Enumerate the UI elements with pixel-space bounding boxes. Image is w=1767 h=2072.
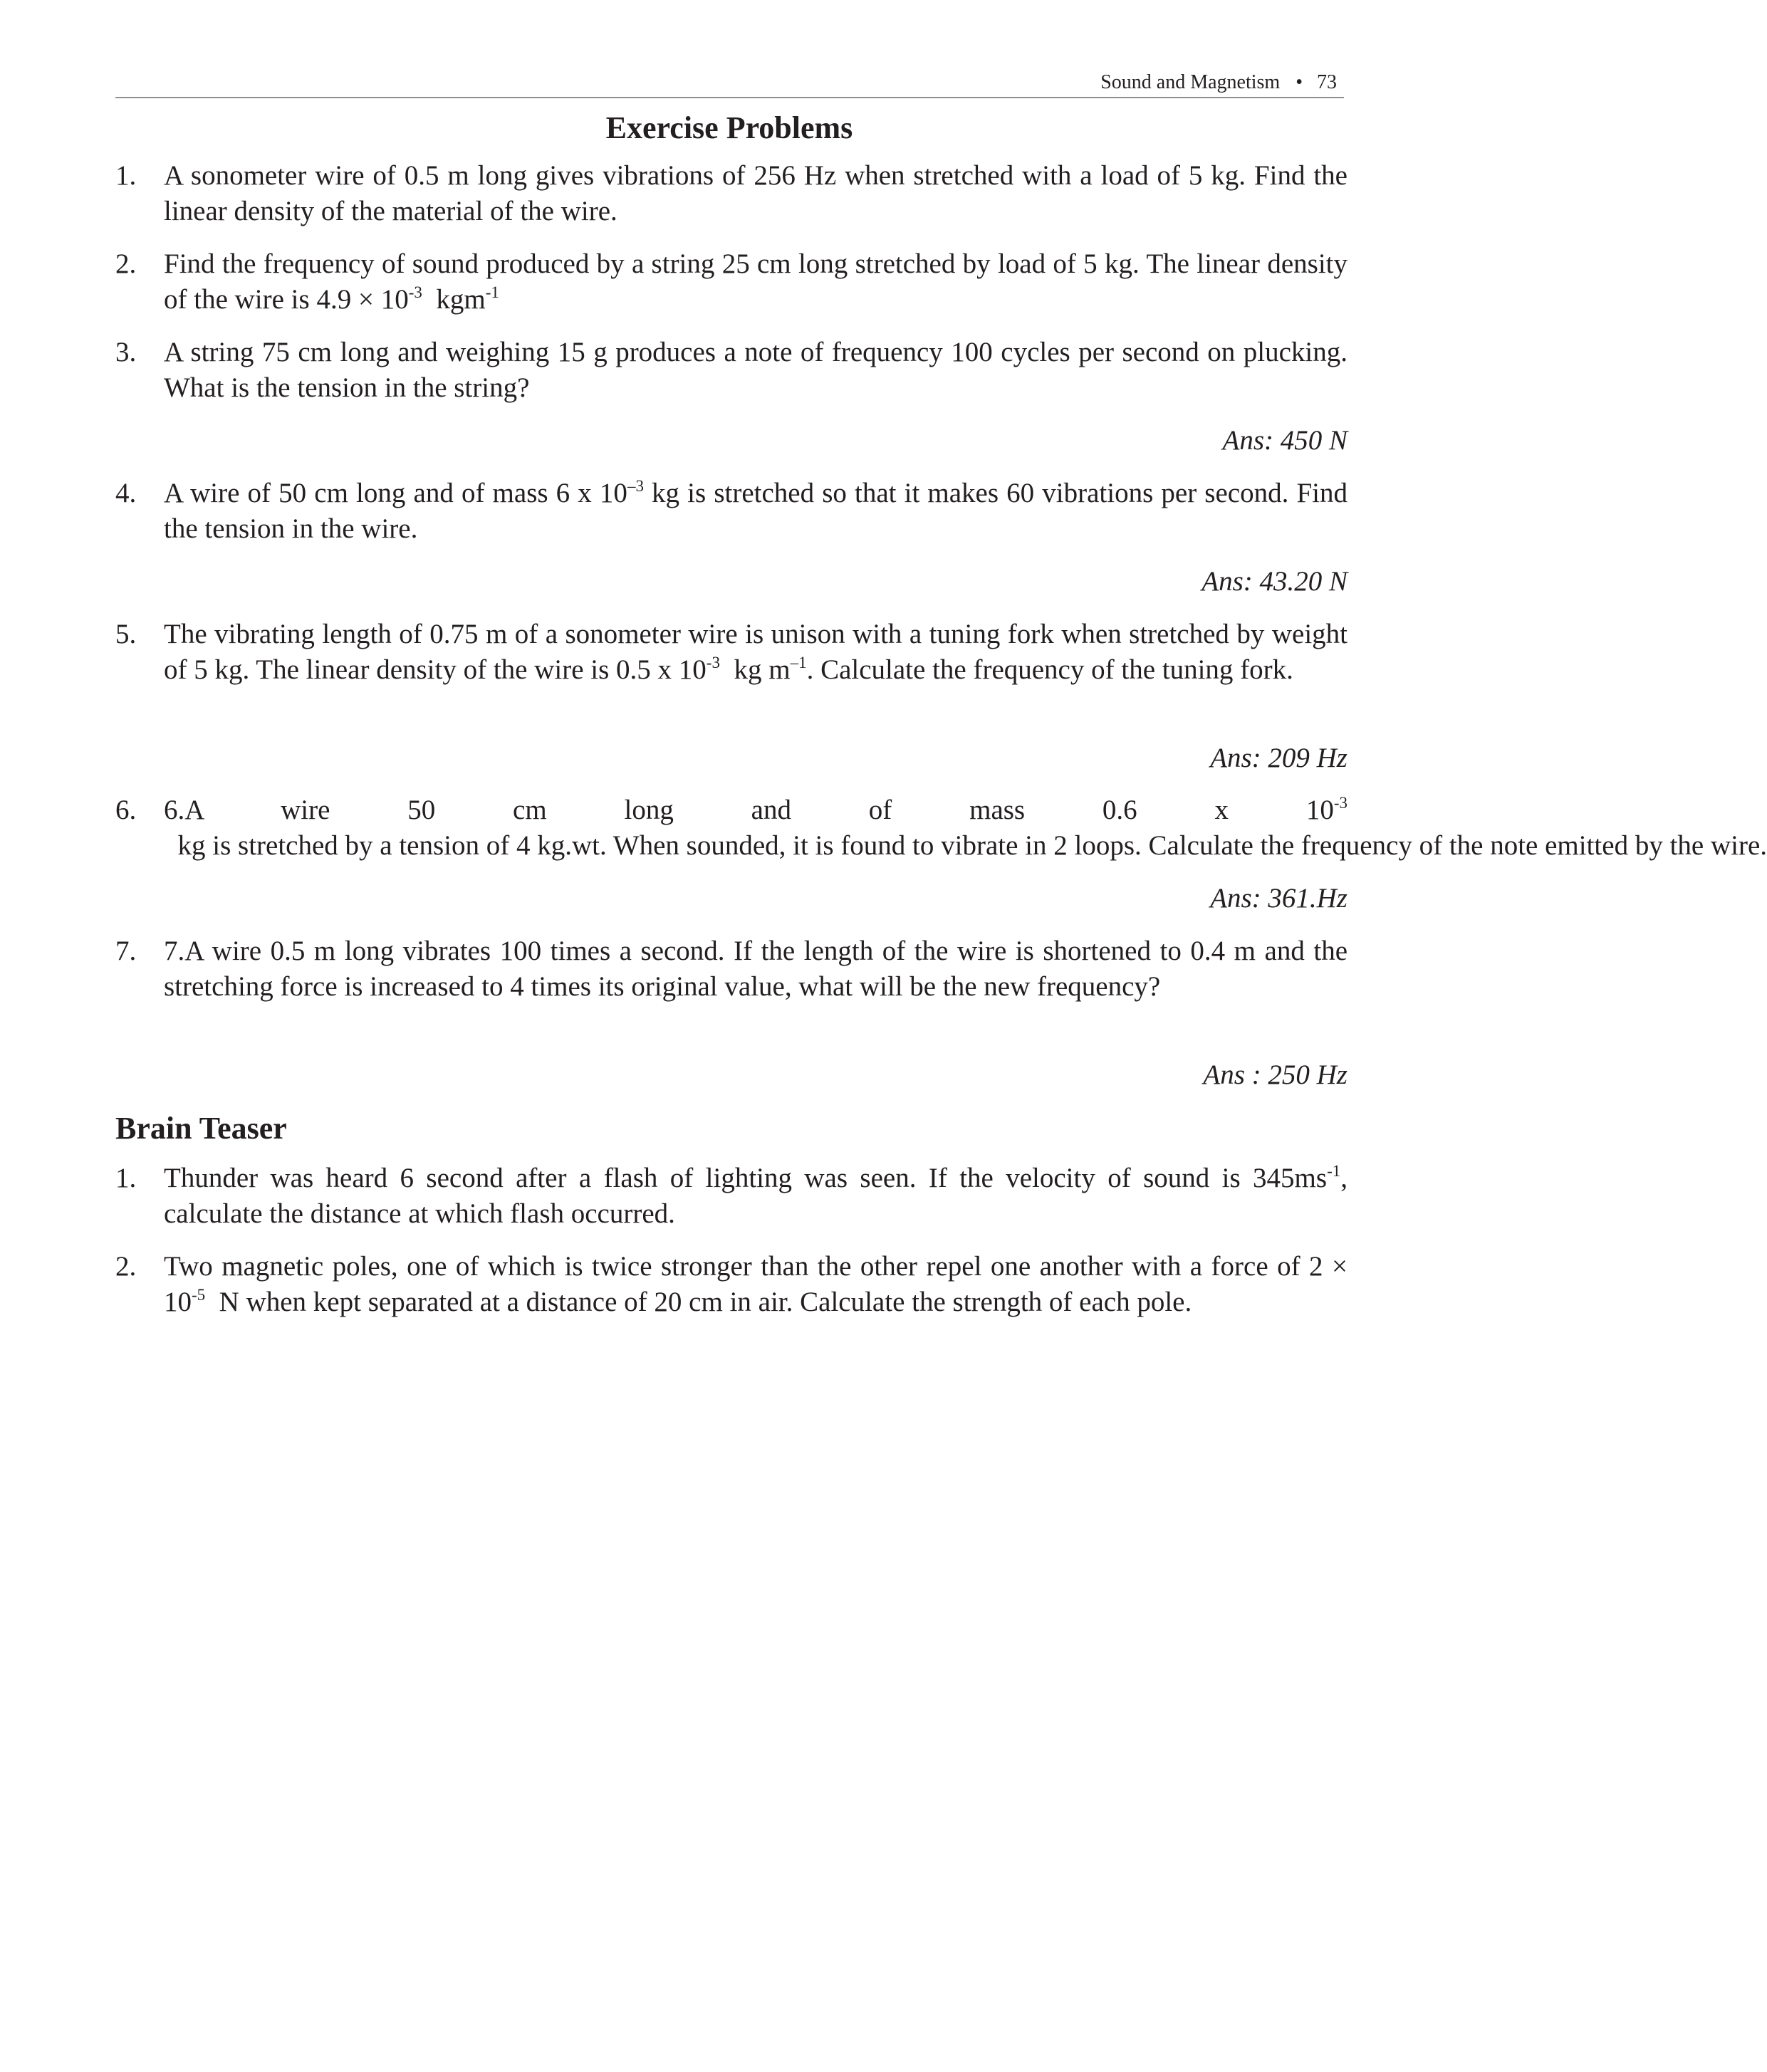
- answer-problem-5: Ans: 209 Hz: [1210, 743, 1348, 773]
- brain-teaser-problem-2: [115, 1249, 1348, 1320]
- exercise-problem-7: [115, 933, 1348, 1005]
- exercise-problem-6: [115, 792, 1767, 864]
- page-number: 73: [1317, 71, 1337, 93]
- problem-text: 6.A wire 50 cm long and of mass 0.6 x $10^{-3}$ kg is stretched by a tension of 4 kg.wt. When sounded, it is found to vibrate in 2 loops. Calculate the frequency of the note emitted by the wire.: [164, 794, 1767, 861]
- problem-number: 6.: [115, 795, 137, 825]
- problem-text: A string 75 cm long and weighing 15 g produces a note of frequency 100 cycles per second on plucking. What is the tension in the string?: [164, 337, 1348, 403]
- exercise-problems-heading: Exercise Problems: [605, 110, 853, 145]
- answer-problem-4: Ans: 43.20 N: [1202, 566, 1348, 597]
- exercise-problem-2: [115, 246, 1348, 318]
- header-separator: •: [1296, 71, 1303, 93]
- problem-text: A wire of 50 cm long and of mass 6 x $10^{-3}$ kg is stretched so that it makes 60 vibrations per second. Find the tension in the wire.: [164, 477, 1348, 544]
- problem-number: 7.: [115, 936, 137, 966]
- problem-text: 7.A wire 0.5 m long vibrates 100 times a second. If the length of the wire is shortened to 0.4 m and the stretching force is increased to 4 times its original value, what will be the new frequency?: [164, 936, 1348, 1002]
- header-section-title: Sound and Magnetism: [1100, 71, 1281, 93]
- answer-problem-3: Ans: 450 N: [1222, 425, 1348, 456]
- exercise-problem-3: [115, 335, 1348, 406]
- brain-teaser-heading: Brain Teaser: [115, 1111, 287, 1146]
- exercise-problem-5: [115, 617, 1348, 688]
- problem-text: A sonometer wire of 0.5 m long gives vibrations of 256 Hz when stretched with a load of 5 kg. Find the linear density of the material of the wire.: [164, 160, 1348, 226]
- running-header: [115, 68, 1344, 98]
- problem-text: Two magnetic poles, one of which is twice stronger than the other repel one another with a force of $2 \times 10^{-5}$ N when kept separated at a distance of 20 cm in air. Calculate the strength of each pole.: [164, 1251, 1348, 1317]
- problem-number: 5.: [115, 619, 137, 649]
- problem-number: 2.: [115, 1251, 137, 1282]
- problem-number: 3.: [115, 337, 137, 367]
- answer-problem-6: Ans: 361.Hz: [1210, 883, 1348, 914]
- exercise-problem-1: [115, 158, 1348, 229]
- problem-number: 2.: [115, 248, 137, 279]
- answer-problem-7: Ans : 250 Hz: [1203, 1059, 1348, 1090]
- problem-text: The vibrating length of 0.75 m of a sonometer wire is unison with a tuning fork when stretched by weight of 5 kg. The linear density of the wire is 0.5 x $10^{-3}$ kg $m^{-1}$. Calculate the frequency of the tuning fork.: [164, 619, 1348, 685]
- problem-number: 1.: [115, 160, 137, 191]
- problem-text: Find the frequency of sound produced by a string 25 cm long stretched by load of 5 kg. The linear density of the wire is $4.9 \times 10^{-3}$ kgm$^{-1}$: [164, 248, 1348, 315]
- problem-number: 4.: [115, 478, 137, 508]
- problem-number: 1.: [115, 1163, 137, 1193]
- brain-teaser-problem-1: [115, 1161, 1348, 1232]
- exercise-problem-4: [115, 476, 1348, 547]
- problem-text: Thunder was heard 6 second after a flash of lighting was seen. If the velocity of sound is $345ms^{-1}$, calculate the distance at which flash occurred.: [164, 1162, 1348, 1229]
